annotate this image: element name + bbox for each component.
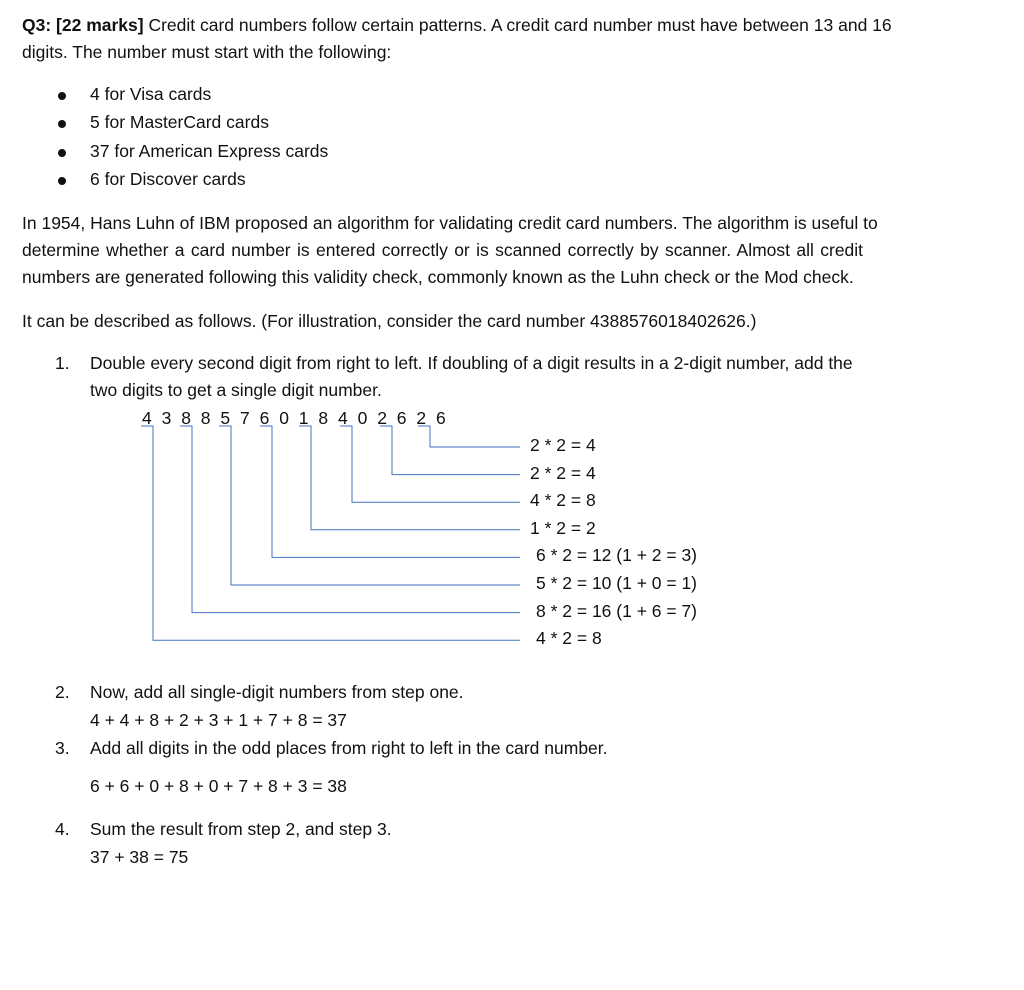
card-digit: 3 [161,408,172,428]
connector-line [380,426,520,475]
doubling-result: 6 * 2 = 12 (1 + 2 = 3) [536,545,698,566]
list-item: 37 for American Express cards [90,141,329,161]
card-digit: 2 [377,408,387,428]
step-4-text: Sum the result from step 2, and step 3. [90,819,392,839]
step-4-number: 4. [55,819,70,839]
step-2-text: Now, add all single-digit numbers from step one. [90,682,464,702]
card-digit: 6 [396,408,407,428]
doubling-result: 4 * 2 = 8 [530,490,596,511]
connector-line [141,426,520,640]
step-1-number: 1. [55,353,70,373]
question-intro-text-2: digits. The number must start with the following: [22,42,392,62]
doubling-result: 1 * 2 = 2 [530,517,596,538]
connector-line [299,426,520,530]
card-digit: 1 [298,408,309,428]
step-4-calc: 37 + 38 = 75 [90,847,189,867]
list-item: 5 for MasterCard cards [90,112,269,132]
question-intro-text-1: Credit card numbers follow certain patterns. A credit card number must have between 13 and 16 [143,15,892,35]
step-1-text-2: two digits to get a single digit number. [90,380,382,400]
doubling-result: 5 * 2 = 10 (1 + 0 = 1) [536,573,698,593]
card-digit: 0 [357,408,368,428]
question-label: Q3: [22 marks] [22,15,144,35]
connector-line [260,426,520,557]
card-digit: 6 [436,408,446,428]
step-1-text-1: Double every second digit from right to left. If doubling of a digit results in a 2-digit number, add the [90,353,853,373]
card-digit: 4 [338,408,348,428]
card-digit: 4 [142,408,152,428]
doubling-result: 4 * 2 = 8 [536,628,602,649]
card-digit: 8 [318,408,329,428]
doubling-result: 2 * 2 = 4 [530,435,596,455]
step-3-number: 3. [55,738,70,758]
history-line-1: In 1954, Hans Luhn of IBM proposed an algorithm for validating credit card numbers. The algorithm is useful to [22,213,878,233]
card-digit: 5 [220,408,231,428]
list-item: 4 for Visa cards [90,84,212,104]
step-3-text: Add all digits in the odd places from right to left in the card number. [90,738,608,758]
history-line-3: numbers are generated following this validity check, commonly known as the Luhn check or the Mod check. [22,267,854,287]
list-item: 6 for Discover cards [90,169,246,189]
card-digit: 7 [240,408,250,428]
connector-line [418,426,520,447]
card-digit: 0 [279,408,289,428]
describe-text: It can be described as follows. (For illustration, consider the card number 4388576018402626.) [22,311,757,331]
doubling-result: 2 * 2 = 4 [530,462,596,483]
card-digit: 8 [200,408,211,428]
step-2-number: 2. [55,682,70,702]
card-digit: 8 [181,408,191,428]
step-3-calc: 6 + 6 + 0 + 8 + 0 + 7 + 8 + 3 = 38 [90,776,347,796]
card-digit: 6 [259,408,270,428]
history-line-2: determine whether a card number is entered correctly or is scanned correctly by scanner. Almost all credit [22,240,864,260]
doubling-result: 8 * 2 = 16 (1 + 6 = 7) [536,600,698,621]
connector-line [219,426,520,585]
step-2-calc: 4 + 4 + 8 + 2 + 3 + 1 + 7 + 8 = 37 [90,710,347,730]
card-digit: 2 [416,408,427,428]
